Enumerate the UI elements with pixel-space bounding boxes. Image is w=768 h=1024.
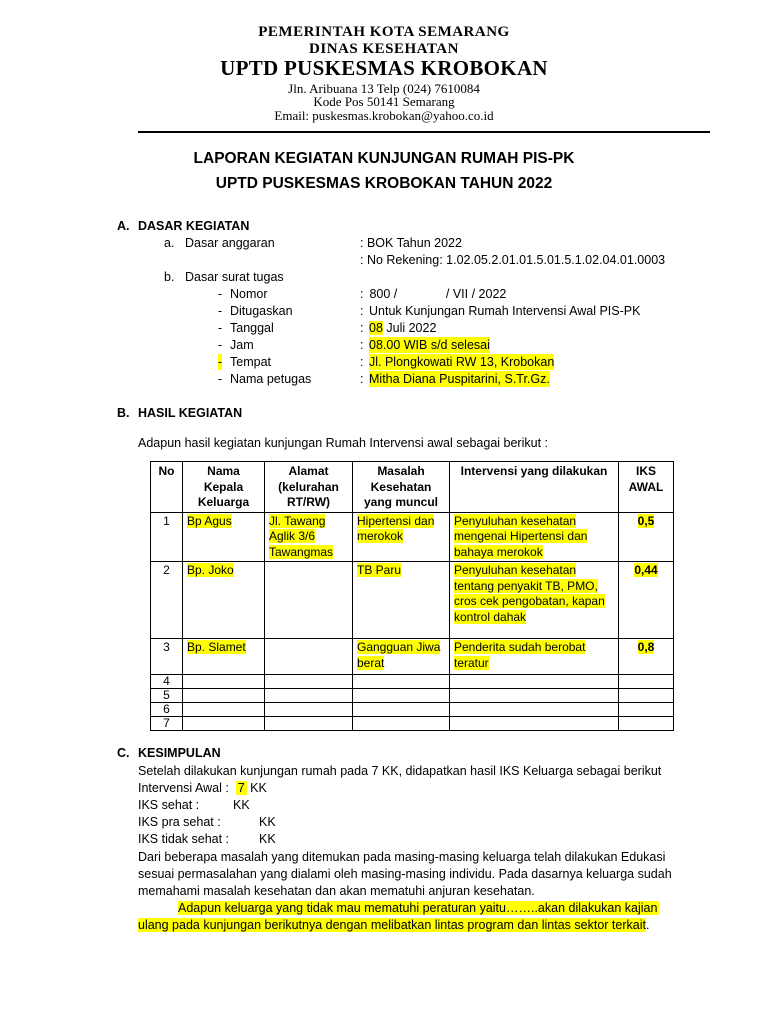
paragraph-2-line-2: ulang pada kunjungan berikutnya dengan melibatkan lintas program dan lintas sektor terkait	[138, 918, 646, 932]
cell-intervensi	[450, 703, 619, 717]
section-b-heading: HASIL KEGIATAN	[138, 406, 243, 420]
cell-no: 7	[151, 717, 183, 731]
cell-iks-text: 0,5	[637, 513, 655, 528]
table-row	[151, 512, 674, 562]
iks-tidak-sehat-label: IKS tidak sehat :	[138, 832, 230, 846]
subitem-dash: -	[218, 287, 223, 301]
section-c-heading: KESIMPULAN	[138, 746, 221, 760]
item-b-label: Dasar surat tugas	[185, 270, 284, 284]
cell-alamat	[265, 689, 353, 703]
cell-no: 6	[151, 703, 183, 717]
cell-iks	[619, 512, 674, 562]
section-b-letter: B.	[117, 406, 130, 420]
cell-nama-text: Bp Agus	[187, 513, 232, 528]
cell-masalah	[353, 717, 450, 731]
subitem-colon: :	[360, 304, 364, 318]
subitem-label-ditugaskan: Ditugaskan	[230, 304, 293, 318]
table-row	[151, 703, 674, 717]
iks-sehat-label: IKS sehat :	[138, 798, 200, 812]
cell-iks	[619, 689, 674, 703]
cell-intervensi	[450, 562, 619, 639]
paragraph-2-period: .	[645, 918, 650, 932]
cell-alamat	[265, 717, 353, 731]
table-row	[151, 639, 674, 675]
cell-iks	[619, 562, 674, 639]
section-a-letter: A.	[117, 219, 130, 233]
cell-masalah-text: Gangguan Jiwa berat	[357, 640, 441, 670]
cell-no: 3	[151, 639, 183, 675]
subitem-value-nomor: 800 / / VII / 2022	[366, 287, 507, 301]
subitem-value-jam: 08.00 WIB s/d selesai	[369, 338, 490, 352]
cell-alamat	[265, 675, 353, 689]
cell-iks-text: 0,44	[634, 563, 658, 577]
cell-masalah	[353, 639, 450, 675]
subitem-value-petugas: Mitha Diana Puspitarini, S.Tr.Gz.	[369, 372, 550, 386]
item-a-value-rekening: : No Rekening: 1.02.05.2.01.01.5.01.5.1.02.04.01.0003	[360, 253, 666, 267]
cell-nama-text: Bp. Joko	[187, 563, 234, 577]
cell-masalah	[353, 689, 450, 703]
subitem-colon: :	[360, 287, 364, 301]
subitem-colon: :	[360, 321, 364, 335]
table-row	[151, 689, 674, 703]
subitem-label-petugas: Nama petugas	[230, 372, 312, 386]
cell-alamat-text: Jl. Tawang Aglik 3/6 Tawangmas	[269, 513, 334, 559]
highlighted-date-day: 08	[369, 321, 383, 335]
subitem-dash: -	[218, 355, 223, 369]
cell-alamat	[265, 703, 353, 717]
intervensi-awal-unit: KK	[246, 781, 267, 795]
cell-intervensi	[450, 717, 619, 731]
cell-intervensi	[450, 689, 619, 703]
intervensi-awal-value: 7	[237, 781, 245, 795]
section-a-heading: DASAR KEGIATAN	[138, 219, 250, 233]
column-header: Alamat (kelurahan RT/RW)	[265, 462, 353, 513]
table-row	[151, 675, 674, 689]
iks-sehat-unit: KK	[233, 798, 250, 812]
header-email: Email: puskesmas.krobokan@yahoo.co.id	[274, 108, 494, 123]
item-b-letter: b.	[164, 270, 175, 284]
cell-alamat	[265, 562, 353, 639]
table-row	[151, 562, 674, 639]
subitem-value-tempat: Jl. Plongkowati RW 13, Krobokan	[369, 355, 555, 369]
cell-nama	[183, 639, 265, 675]
cell-nama	[183, 512, 265, 562]
cell-nama	[183, 689, 265, 703]
conclusion-paragraph-1: sesuai permasalahan yang dialami oleh masing-masing individu. Pada dasarnya keluarga sudah	[138, 867, 672, 881]
header-institution: UPTD PUSKESMAS KROBOKAN	[220, 56, 548, 80]
conclusion-intro: Setelah dilakukan kunjungan rumah pada 7 KK, didapatkan hasil IKS Keluarga sebagai berikut	[138, 764, 662, 778]
report-title: LAPORAN KEGIATAN KUNJUNGAN RUMAH PIS-PK	[193, 150, 575, 167]
cell-iks	[619, 639, 674, 675]
header-address: Jln. Aribuana 13 Telp (024) 7610084	[288, 81, 480, 96]
subitem-dash: -	[218, 321, 223, 335]
subitem-colon: :	[360, 372, 364, 386]
header-postal: Kode Pos 50141 Semarang	[313, 94, 455, 109]
cell-masalah-text: Hipertensi dan merokok	[357, 513, 435, 543]
item-a-value: : BOK Tahun 2022	[360, 236, 462, 250]
conclusion-paragraph-1: Dari beberapa masalah yang ditemukan pada masing-masing keluarga telah dilakukan Edukasi	[138, 850, 666, 864]
conclusion-paragraph-2	[138, 917, 649, 933]
subitem-label-nomor: Nomor	[230, 287, 268, 301]
date-month-year: Juli 2022	[382, 321, 437, 335]
conclusion-paragraph-1: memahami masalah kesehatan dan akan mematuhi anjuran kesehatan.	[138, 884, 535, 898]
subitem-value-tanggal	[369, 320, 436, 336]
iks-pra-sehat-unit: KK	[259, 815, 276, 829]
table-row	[151, 717, 674, 731]
subitem-label-tanggal: Tanggal	[230, 321, 274, 335]
cell-intervensi-text: Penyuluhan kesehatan mengenai Hipertensi dan bahaya merokok	[454, 513, 588, 559]
paragraph-2-line-1: Adapun keluarga yang tidak mau mematuhi peraturan yaitu……..akan dilakukan kajian	[178, 901, 658, 915]
cell-alamat	[265, 639, 353, 675]
cell-no: 4	[151, 675, 183, 689]
cell-nama	[183, 562, 265, 639]
cell-alamat	[265, 512, 353, 562]
iks-pra-sehat-label: IKS pra sehat :	[138, 815, 221, 829]
cell-intervensi	[450, 639, 619, 675]
cell-nama-text: Bp. Slamet	[187, 640, 246, 654]
cell-masalah	[353, 512, 450, 562]
column-header: Masalah Kesehatan yang muncul	[353, 462, 450, 513]
item-a-label: Dasar anggaran	[185, 236, 275, 250]
column-header: Nama Kepala Keluarga	[183, 462, 265, 513]
cell-iks	[619, 717, 674, 731]
column-header: Intervensi yang dilakukan	[450, 462, 619, 513]
subitem-label-jam: Jam	[230, 338, 254, 352]
column-header: IKS AWAL	[619, 462, 674, 513]
cell-masalah	[353, 703, 450, 717]
cell-masalah	[353, 562, 450, 639]
section-c-letter: C.	[117, 746, 130, 760]
cell-iks-text: 0,8	[637, 640, 655, 654]
header-department: DINAS KESEHATAN	[309, 41, 459, 57]
report-subtitle: UPTD PUSKESMAS KROBOKAN TAHUN 2022	[215, 175, 553, 192]
cell-intervensi-text: Penyuluhan kesehatan tentang penyakit TB, PMO, cros cek pengobatan, kapan kontrol dahak	[454, 563, 605, 624]
column-header: No	[151, 462, 183, 513]
subitem-dash: -	[218, 372, 223, 386]
intervensi-awal-label: Intervensi Awal :	[138, 781, 236, 795]
iks-tidak-sehat-unit: KK	[259, 832, 276, 846]
cell-nama	[183, 675, 265, 689]
cell-nama	[183, 717, 265, 731]
subitem-value-ditugaskan: Untuk Kunjungan Rumah Intervensi Awal PIS-PK	[369, 304, 641, 318]
cell-nama	[183, 703, 265, 717]
cell-intervensi	[450, 512, 619, 562]
subitem-colon: :	[360, 338, 364, 352]
item-a-letter: a.	[164, 236, 175, 250]
subitem-label-tempat: Tempat	[230, 355, 271, 369]
letterhead-divider	[138, 131, 710, 133]
header-government: PEMERINTAH KOTA SEMARANG	[258, 24, 510, 40]
cell-intervensi	[450, 675, 619, 689]
subitem-colon: :	[360, 355, 364, 369]
results-table	[150, 461, 674, 731]
subitem-dash: -	[218, 304, 223, 318]
cell-masalah-text: TB Paru	[357, 563, 402, 577]
cell-no: 2	[151, 562, 183, 639]
cell-no: 5	[151, 689, 183, 703]
cell-no: 1	[151, 512, 183, 562]
cell-masalah	[353, 675, 450, 689]
section-b-intro: Adapun hasil kegiatan kunjungan Rumah Intervensi awal sebagai berikut :	[138, 436, 548, 450]
table-header-row	[151, 462, 674, 513]
intervensi-awal-line	[138, 780, 267, 796]
conclusion-paragraph-2	[178, 900, 659, 916]
subitem-dash: -	[218, 338, 223, 352]
cell-intervensi-text: Penderita sudah berobat teratur	[454, 640, 586, 670]
cell-iks	[619, 703, 674, 717]
cell-iks	[619, 675, 674, 689]
